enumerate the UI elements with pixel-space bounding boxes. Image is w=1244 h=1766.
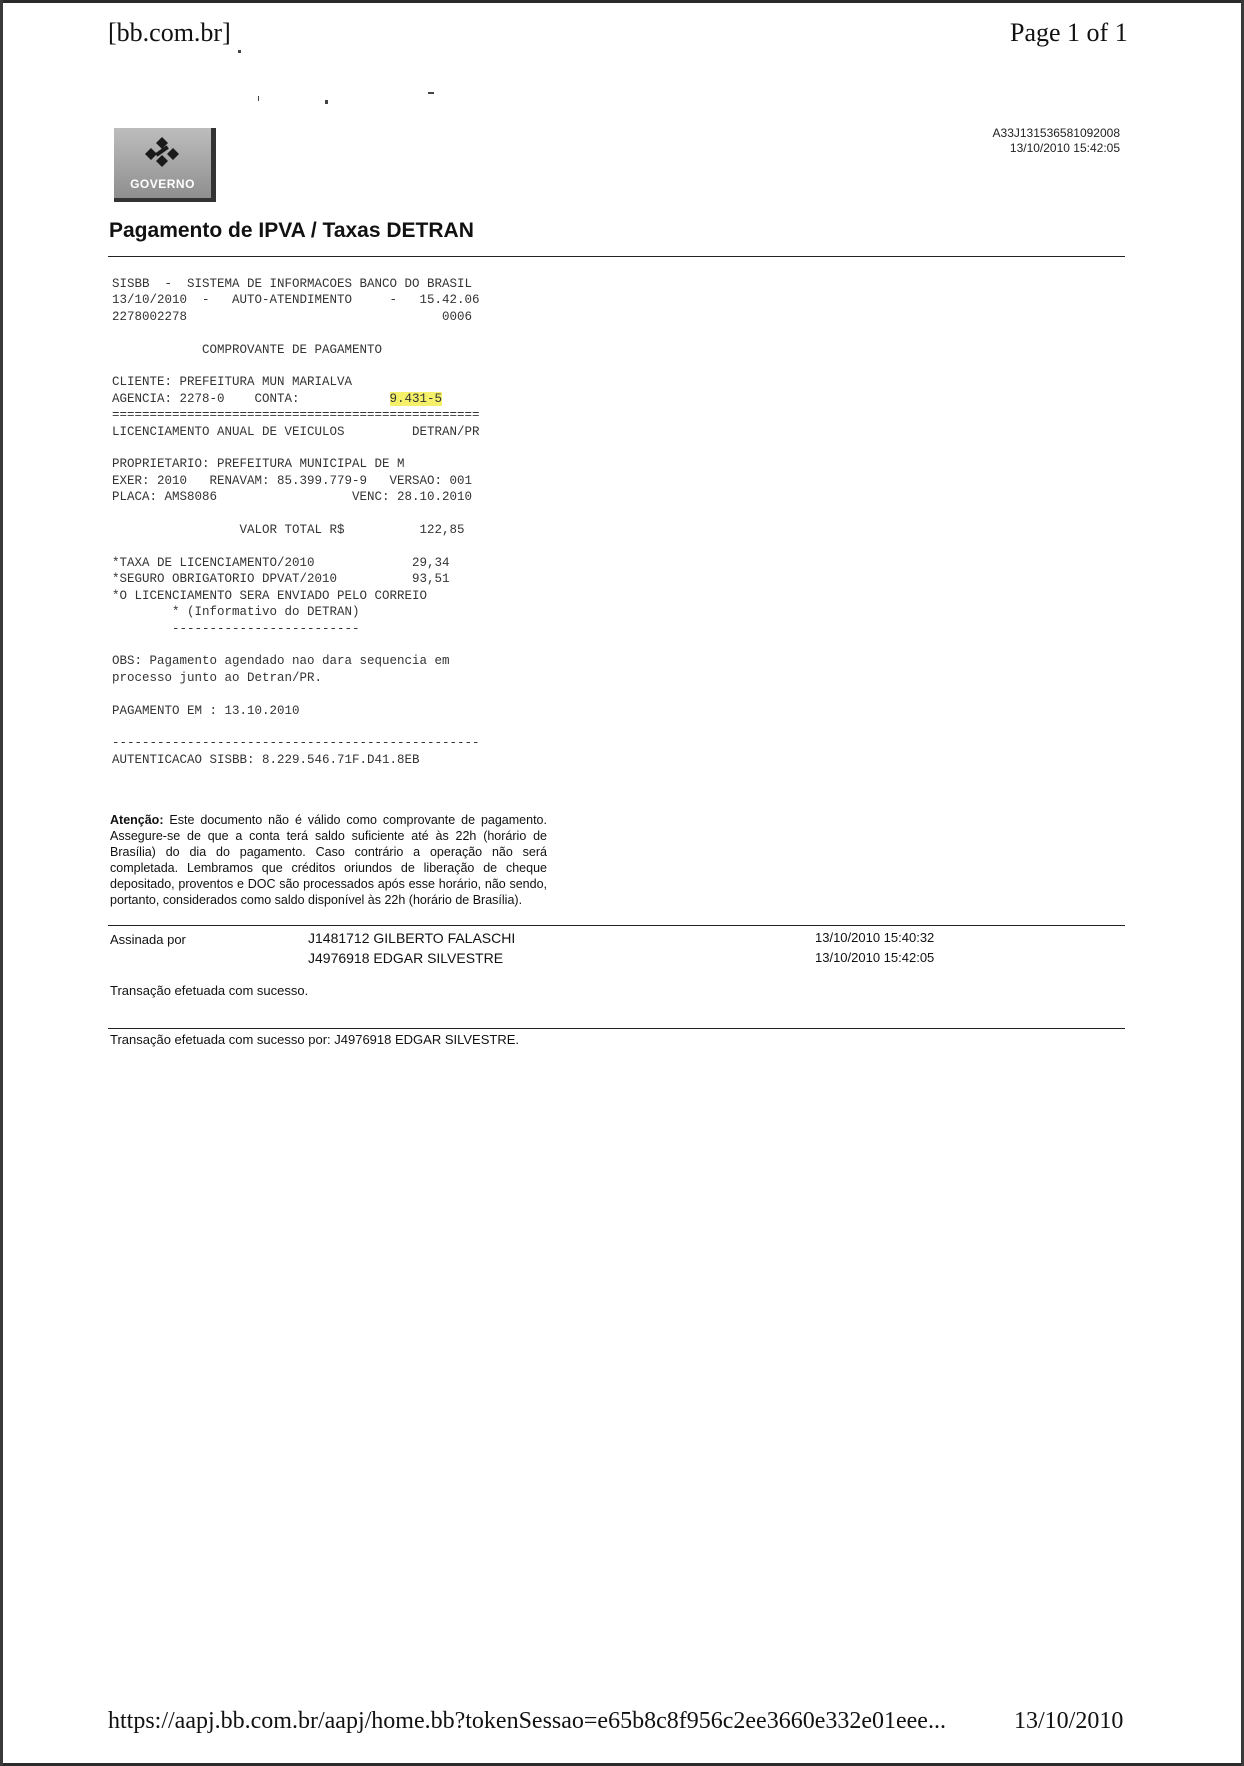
document-datetime: 13/10/2010 15:42:05	[1009, 141, 1120, 155]
signature-divider	[108, 925, 1125, 926]
scan-edge-top	[0, 0, 1244, 3]
bank-logo	[114, 128, 216, 202]
receipt-line: OBS: Pagamento agendado nao dara sequencia em	[112, 654, 450, 669]
signer-name: J4976918 EDGAR SILVESTRE	[308, 950, 504, 966]
receipt-line: CLIENTE: PREFEITURA MUN MARIALVA	[112, 375, 353, 390]
receipt-separator: =================================================	[112, 408, 480, 423]
receipt-line: *TAXA DE LICENCIAMENTO/2010 29,34	[112, 555, 450, 570]
receipt-line: processo junto ao Detran/PR.	[112, 670, 323, 685]
payment-receipt	[112, 276, 480, 768]
receipt-separator: -------------------------------------------------	[112, 736, 480, 751]
print-footer-date: 13/10/2010	[1014, 1708, 1124, 1734]
logo-label: GOVERNO	[130, 177, 195, 191]
bb-logo-icon	[145, 135, 179, 169]
receipt-line: 2278002278 0006	[112, 309, 473, 324]
receipt-line: PAGAMENTO EM : 13.10.2010	[112, 703, 300, 718]
receipt-authentication: AUTENTICACAO SISBB: 8.229.546.71F.D41.8EB	[112, 752, 420, 767]
account-number-highlight: 9.431-5	[389, 391, 443, 406]
receipt-line: AGENCIA: 2278-0 CONTA:	[112, 391, 390, 406]
scan-edge-left	[0, 0, 3, 1766]
browser-site-header: [bb.com.br]	[108, 18, 231, 47]
receipt-line: * (Informativo do DETRAN)	[112, 605, 360, 620]
page-count: Page 1 of 1	[1010, 18, 1128, 47]
signed-by-label: Assinada por	[110, 932, 186, 947]
transaction-status: Transação efetuada com sucesso.	[110, 983, 309, 998]
receipt-total: VALOR TOTAL R$ 122,85	[112, 523, 465, 538]
document-code-block	[930, 126, 1120, 156]
receipt-line: *SEGURO OBRIGATORIO DPVAT/2010 93,51	[112, 572, 450, 587]
receipt-line: PLACA: AMS8086 VENC: 28.10.2010	[112, 490, 473, 505]
receipt-line: SISBB - SISTEMA DE INFORMACOES BANCO DO BRASIL	[112, 277, 473, 291]
notice-label: Atenção:	[110, 813, 164, 827]
scan-speck	[325, 100, 328, 104]
print-footer-url: https://aapj.bb.com.br/aapj/home.bb?tokenSessao=e65b8c8f956c2ee3660e332e01eee...	[108, 1708, 946, 1734]
notice-text: Este documento não é válido como comprovante de pagamento. Assegure-se de que a conta terá saldo suficiente até às 22h (horário de Brasília) do dia do pagamento. Caso contrário a operação não será completada. Lembramos que créditos oriundos de liberação de cheque depositado, proventos e DOC são processados após esse horário, não sendo, portanto, considerados como saldo disponível às 22h (horário de Brasília).	[110, 813, 547, 907]
receipt-line: *O LICENCIAMENTO SERA ENVIADO PELO CORREIO	[112, 588, 428, 603]
transaction-status-by: Transação efetuada com sucesso por: J4976918 EDGAR SILVESTRE.	[110, 1032, 519, 1047]
receipt-line: PROPRIETARIO: PREFEITURA MUNICIPAL DE M	[112, 457, 405, 472]
receipt-separator: -------------------------	[112, 621, 360, 636]
signer-name: J1481712 GILBERTO FALASCHI	[308, 930, 516, 946]
receipt-line: LICENCIAMENTO ANUAL DE VEICULOS DETRAN/PR	[112, 424, 480, 439]
document-id: A33J131536581092008	[992, 126, 1120, 140]
attention-notice	[110, 812, 547, 908]
scan-speck	[428, 92, 434, 94]
receipt-line: 13/10/2010 - AUTO-ATENDIMENTO - 15.42.06	[112, 293, 480, 308]
receipt-line: EXER: 2010 RENAVAM: 85.399.779-9 VERSAO: 001	[112, 473, 473, 488]
scan-speck	[258, 96, 259, 101]
scan-speck	[238, 50, 241, 53]
page-title: Pagamento de IPVA / Taxas DETRAN	[109, 219, 474, 242]
signature-time: 13/10/2010 15:42:05	[815, 950, 935, 965]
signature-time: 13/10/2010 15:40:32	[815, 930, 935, 945]
status-divider	[108, 1028, 1125, 1029]
title-divider	[108, 256, 1125, 257]
receipt-line: COMPROVANTE DE PAGAMENTO	[112, 342, 383, 357]
